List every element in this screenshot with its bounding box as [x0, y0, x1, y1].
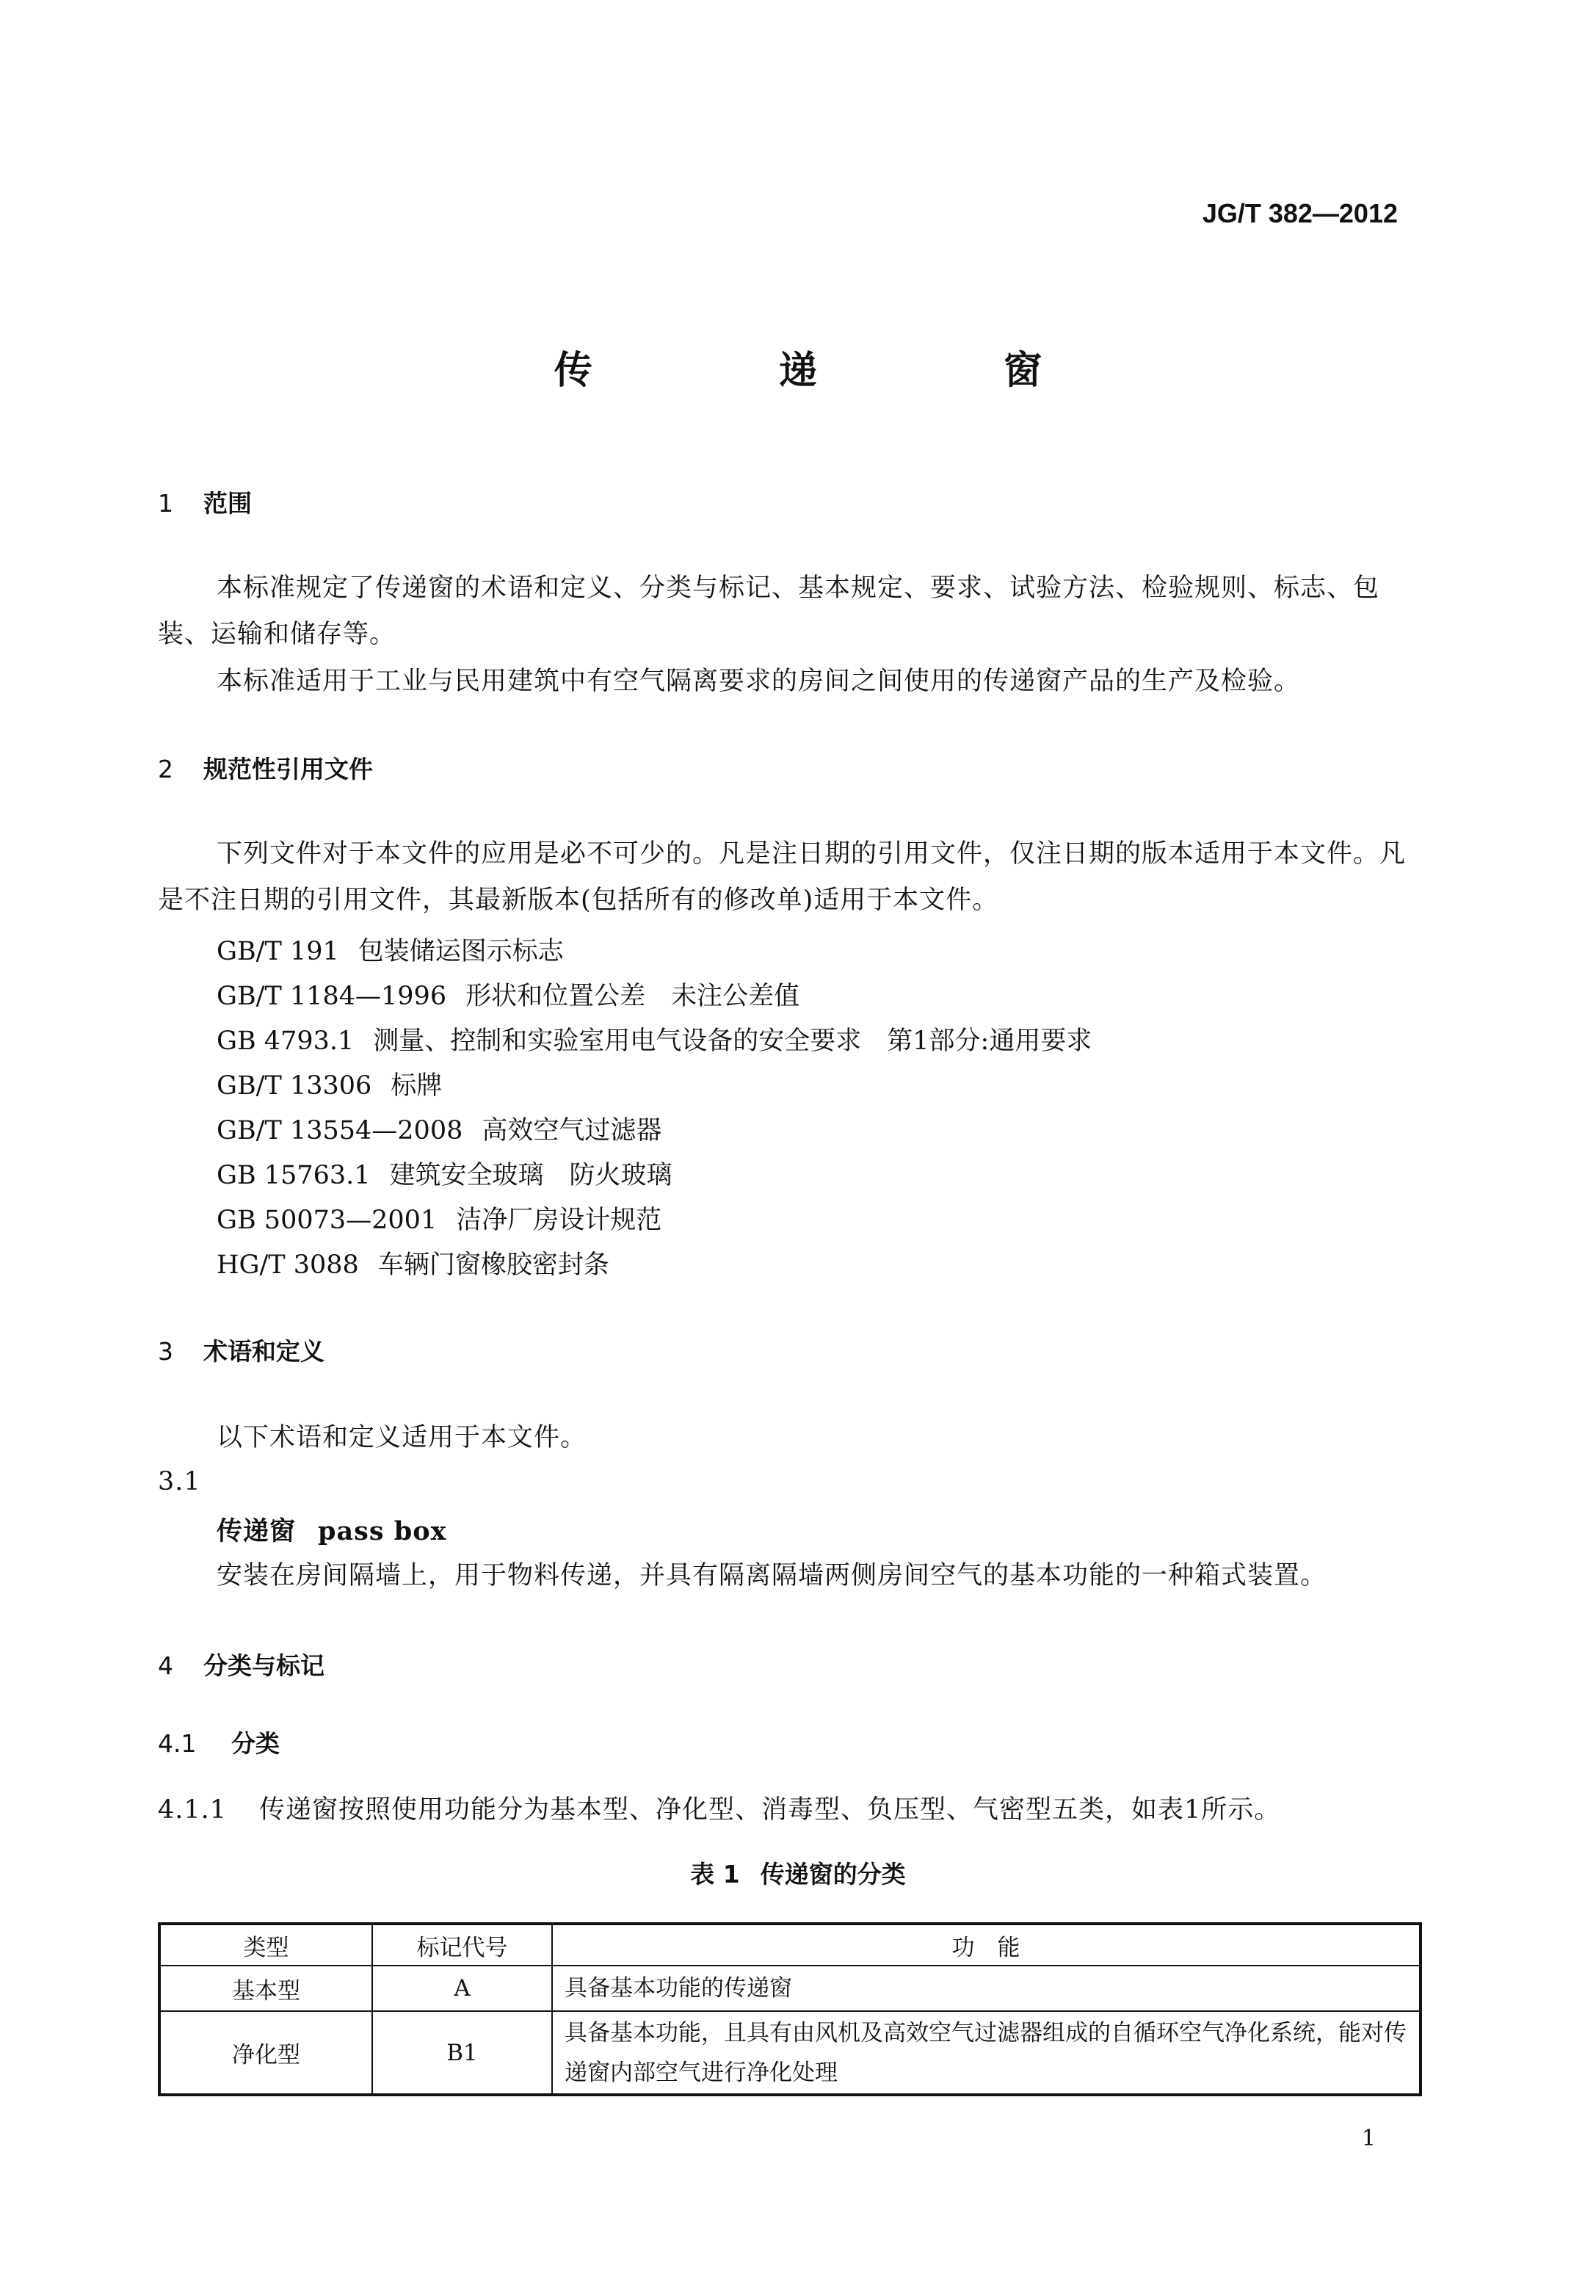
term-definition: 安装在房间隔墙上，用于物料传递，并具有隔离隔墙两侧房间空气的基本功能的一种箱式装置。 [217, 1561, 1327, 1590]
section-1-paragraph-2: 本标准适用于工业与民用建筑中有空气隔离要求的房间之间使用的传递窗产品的生产及检验。 [217, 667, 1301, 696]
section-title: 分类与标记 [203, 1651, 324, 1680]
cell-function: 具备基本功能，且具有由风机及高效空气过滤器组成的自循环空气净化系统，能对传递窗内部空气进行净化处理 [552, 2011, 1421, 2095]
table-header-row [159, 1924, 1421, 1966]
section-3-heading [158, 1333, 324, 1367]
cell-type: 基本型 [159, 1966, 372, 2011]
reference-code: GB 4793.1 [217, 1026, 355, 1056]
reference-title: 测量、控制和实验室用电气设备的安全要求 第1部分:通用要求 [373, 1026, 1092, 1056]
term-english: pass box [318, 1516, 447, 1546]
reference-code: GB/T 13554—2008 [217, 1116, 463, 1145]
clause-text: 传递窗按照使用功能分为基本型、净化型、消毒型、负压型、气密型五类，如表1所示。 [259, 1795, 1281, 1825]
section-1-paragraph-1: 本标准规定了传递窗的术语和定义、分类与标记、基本规定、要求、试验方法、检验规则、标志、包装、运输和储存等。 [158, 573, 1380, 649]
reference-code: GB/T 1184—1996 [217, 982, 447, 1011]
section-title: 规范性引用文件 [203, 755, 373, 783]
reference-title: 形状和位置公差 未注公差值 [465, 982, 800, 1011]
term-chinese: 传递窗 [217, 1517, 297, 1546]
subsection-4-1-heading [158, 1725, 280, 1759]
table-row [159, 1966, 1421, 2011]
section-4-heading [158, 1647, 324, 1681]
table-row [159, 2011, 1421, 2095]
subsection-title: 分类 [231, 1729, 280, 1758]
section-number: 1 [158, 489, 173, 518]
reference-title: 高效空气过滤器 [482, 1116, 662, 1145]
section-title: 术语和定义 [203, 1337, 324, 1366]
header-code: 标记代号 [372, 1924, 552, 1966]
section-1-heading [158, 485, 252, 519]
term-entry [217, 1511, 446, 1548]
reference-item [217, 1200, 661, 1236]
standard-number: JG/T 382—2012 [1202, 198, 1398, 228]
reference-item [217, 976, 799, 1013]
reference-title: 洁净厂房设计规范 [456, 1206, 662, 1235]
reference-item [217, 1155, 672, 1192]
header-function: 功 能 [552, 1924, 1421, 1966]
section-number: 3 [158, 1337, 173, 1366]
reference-code: GB/T 13306 [217, 1071, 372, 1101]
section-3-intro: 以下术语和定义适用于本文件。 [217, 1423, 587, 1452]
clause-number: 4.1.1 [158, 1795, 228, 1825]
reference-title: 建筑安全玻璃 防火玻璃 [389, 1161, 672, 1190]
reference-item [217, 931, 564, 968]
section-2-paragraph-1: 下列文件对于本文件的应用是必不可少的。凡是注日期的引用文件，仅注日期的版本适用于本文件。凡是不注日期的引用文件，其最新版本(包括所有的修改单)适用于本文件。 [158, 839, 1407, 915]
page-number: 1 [1361, 2126, 1376, 2151]
table-number: 表 1 [690, 1860, 740, 1888]
section-number: 4 [158, 1651, 173, 1680]
section-2-heading [158, 750, 373, 785]
document-title: 传 递 窗 [554, 349, 1129, 393]
reference-item [217, 1110, 661, 1147]
header-type: 类型 [159, 1924, 372, 1966]
clause-4-1-1 [158, 1789, 1280, 1826]
table-caption [0, 1855, 1596, 1890]
reference-item [217, 1245, 609, 1281]
reference-code: GB/T 191 [217, 937, 339, 966]
classification-table [158, 1922, 1422, 2096]
subsection-number: 4.1 [158, 1729, 197, 1758]
reference-title: 包装储运图示标志 [358, 937, 564, 966]
reference-code: GB 50073—2001 [217, 1206, 438, 1235]
table-title: 传递窗的分类 [760, 1860, 906, 1888]
reference-title: 车辆门窗橡胶密封条 [377, 1250, 609, 1280]
reference-item [217, 1021, 1092, 1057]
reference-item [217, 1065, 442, 1102]
section-title: 范围 [203, 489, 252, 518]
section-number: 2 [158, 755, 173, 783]
cell-type: 净化型 [159, 2011, 372, 2095]
cell-code: A [372, 1966, 552, 2011]
reference-code: GB 15763.1 [217, 1161, 371, 1190]
cell-function: 具备基本功能的传递窗 [552, 1966, 1421, 2011]
reference-code: HG/T 3088 [217, 1250, 359, 1280]
cell-code: B1 [372, 2011, 552, 2095]
reference-title: 标牌 [391, 1071, 443, 1101]
clause-number: 3.1 [158, 1467, 201, 1496]
